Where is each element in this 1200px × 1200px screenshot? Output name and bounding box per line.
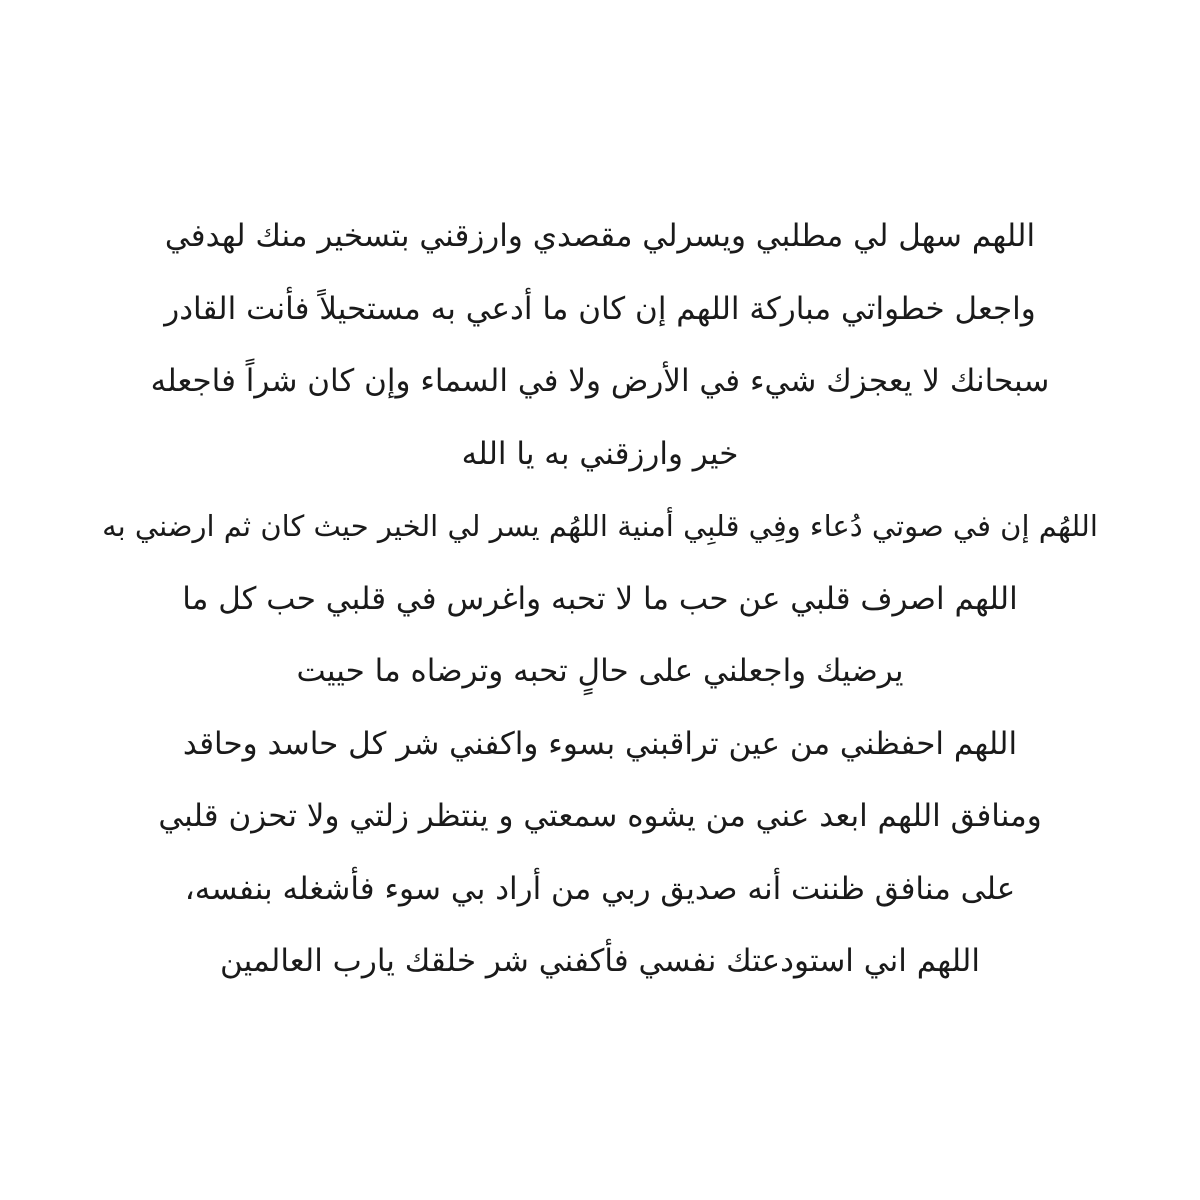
text-line-10: على منافق ظننت أنه صديق ربي من أراد بي سوء فأشغله بنفسه،: [184, 870, 1016, 907]
text-line-1: اللهم سهل لي مطلبي ويسرلي مقصدي وارزقني بتسخير منك لهدفي: [164, 218, 1036, 254]
text-line-6: اللهم اصرف قلبي عن حب ما لا تحبه واغرس في قلبي حب كل ما: [182, 580, 1018, 617]
text-line-9: ومنافق اللهم ابعد عني من يشوه سمعتي و ينتظر زلتي ولا تحزن قلبي: [158, 798, 1042, 834]
text-line-7: يرضيك واجعلني على حالٍ تحبه وترضاه ما حييت: [296, 653, 904, 689]
prayer-text-block: [100, 200, 1100, 998]
text-line-3: سبحانك لا يعجزك شيء في الأرض ولا في السماء وإن كان شراً فاجعله: [150, 363, 1050, 399]
text-line-2: واجعل خطواتي مباركة اللهم إن كان ما أدعي به مستحيلاً فأنت القادر: [164, 290, 1036, 327]
text-line-4: خير وارزقني به يا الله: [461, 435, 739, 472]
text-line-11: اللهم اني استودعتك نفسي فأكفني شر خلقك يارب العالمين: [220, 943, 980, 979]
text-line-8: اللهم احفظني من عين تراقبني بسوء واكفني شر كل حاسد وحاقد: [182, 725, 1018, 762]
text-line-5: اللهُم إن في صوتي دُعاء وفِي قلبِي أمنية اللهُم يسر لي الخير حيث كان ثم ارضني به: [102, 509, 1098, 543]
